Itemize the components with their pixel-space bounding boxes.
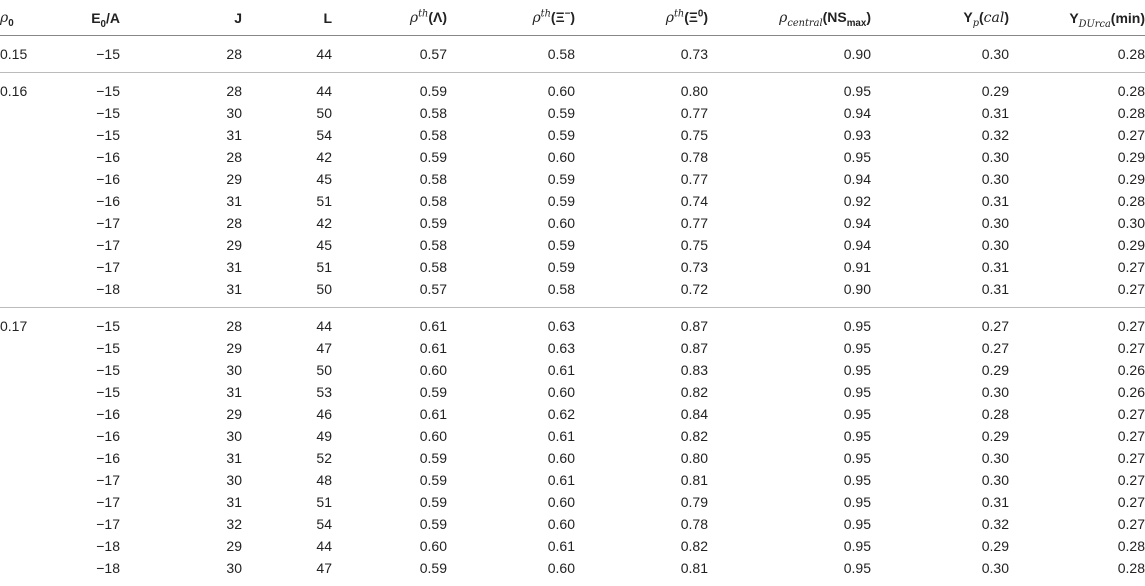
table-cell: 31 xyxy=(140,278,242,308)
table-row xyxy=(0,146,1145,168)
table-row xyxy=(0,36,1145,73)
table-cell: 0.27 xyxy=(1009,308,1145,338)
table-cell: 46 xyxy=(242,403,332,425)
table-cell: 0.91 xyxy=(708,256,871,278)
table-cell: −17 xyxy=(62,491,140,513)
table-cell: 0.95 xyxy=(708,425,871,447)
table-cell: 0.27 xyxy=(1009,278,1145,308)
table-cell: −17 xyxy=(62,212,140,234)
header-row xyxy=(0,0,1145,36)
table-cell: 30 xyxy=(140,425,242,447)
table-cell: 0.58 xyxy=(332,234,447,256)
table-cell: 0.87 xyxy=(575,337,708,359)
table-cell: 0.75 xyxy=(575,124,708,146)
table-cell: 0.60 xyxy=(447,73,575,103)
cell-rho0 xyxy=(0,491,62,513)
table-cell: 45 xyxy=(242,234,332,256)
cell-rho0 xyxy=(0,425,62,447)
cell-rho0 xyxy=(0,381,62,403)
table-cell: 0.30 xyxy=(871,234,1009,256)
table-cell: 0.87 xyxy=(575,308,708,338)
table-cell: 0.59 xyxy=(332,381,447,403)
table-row xyxy=(0,513,1145,535)
table-row xyxy=(0,469,1145,491)
table-cell: 0.73 xyxy=(575,256,708,278)
table-cell: 0.63 xyxy=(447,337,575,359)
table-cell: 0.27 xyxy=(1009,403,1145,425)
table-cell: 0.82 xyxy=(575,425,708,447)
table-cell: 0.93 xyxy=(708,124,871,146)
table-cell: 28 xyxy=(140,73,242,103)
table-cell: −18 xyxy=(62,535,140,557)
table-cell: 0.30 xyxy=(871,381,1009,403)
table-cell: 0.80 xyxy=(575,73,708,103)
cell-rho0: 0.16 xyxy=(0,73,62,103)
table-cell: 29 xyxy=(140,403,242,425)
table-cell: 50 xyxy=(242,102,332,124)
table-row xyxy=(0,190,1145,212)
table-cell: 0.72 xyxy=(575,278,708,308)
table-cell: 0.58 xyxy=(447,278,575,308)
cell-rho0 xyxy=(0,256,62,278)
table-cell: −16 xyxy=(62,425,140,447)
table-cell: −18 xyxy=(62,557,140,586)
table-cell: 0.61 xyxy=(447,535,575,557)
table-row xyxy=(0,308,1145,338)
table-cell: 51 xyxy=(242,256,332,278)
table-cell: 0.58 xyxy=(332,256,447,278)
table-cell: 0.61 xyxy=(332,308,447,338)
table-cell: 0.59 xyxy=(447,168,575,190)
table-row xyxy=(0,256,1145,278)
table-cell: 0.95 xyxy=(708,513,871,535)
table-cell: 0.29 xyxy=(1009,146,1145,168)
table-cell: 0.78 xyxy=(575,146,708,168)
table-cell: 0.59 xyxy=(447,234,575,256)
table-cell: 0.59 xyxy=(332,557,447,586)
table-cell: 0.27 xyxy=(1009,469,1145,491)
table-row xyxy=(0,124,1145,146)
table-row xyxy=(0,535,1145,557)
header-e0a: $E_0/A$ xyxy=(62,0,140,36)
table-cell: −17 xyxy=(62,469,140,491)
table-cell: 0.60 xyxy=(332,535,447,557)
table-cell: −15 xyxy=(62,124,140,146)
table-cell: 0.29 xyxy=(871,535,1009,557)
table-cell: 0.83 xyxy=(575,359,708,381)
table-row xyxy=(0,212,1145,234)
table-cell: −17 xyxy=(62,513,140,535)
table-cell: 0.95 xyxy=(708,337,871,359)
header-j: J xyxy=(140,0,242,36)
table-cell: 0.61 xyxy=(447,469,575,491)
cell-rho0 xyxy=(0,102,62,124)
table-cell: 0.27 xyxy=(1009,513,1145,535)
table-cell: 48 xyxy=(242,469,332,491)
cell-rho0 xyxy=(0,212,62,234)
table-cell: 0.94 xyxy=(708,212,871,234)
table-cell: 47 xyxy=(242,557,332,586)
table-cell: 0.27 xyxy=(1009,425,1145,447)
table-cell: 0.30 xyxy=(871,447,1009,469)
table-cell: 28 xyxy=(140,36,242,73)
table-cell: 0.58 xyxy=(447,36,575,73)
table-cell: 0.57 xyxy=(332,278,447,308)
table-cell: 0.27 xyxy=(871,337,1009,359)
table-cell: 0.95 xyxy=(708,308,871,338)
table-cell: 0.30 xyxy=(871,146,1009,168)
table-cell: 0.26 xyxy=(1009,359,1145,381)
table-cell: 31 xyxy=(140,190,242,212)
table-cell: 29 xyxy=(140,168,242,190)
table-row xyxy=(0,447,1145,469)
table-cell: 0.95 xyxy=(708,359,871,381)
table-cell: 28 xyxy=(140,146,242,168)
table-cell: 0.31 xyxy=(871,256,1009,278)
table-cell: 0.27 xyxy=(1009,124,1145,146)
table-row xyxy=(0,234,1145,256)
table-cell: 0.63 xyxy=(447,308,575,338)
header-rho-xi-minus: $\rho^{th}(\Xi^-)$ xyxy=(447,0,575,36)
header-rho-xi-zero: $\rho^{th}(\Xi^0)$ xyxy=(575,0,708,36)
table-cell: 28 xyxy=(140,212,242,234)
table-cell: 0.58 xyxy=(332,102,447,124)
table-cell: 0.94 xyxy=(708,234,871,256)
table-cell: 0.75 xyxy=(575,234,708,256)
table-cell: 0.29 xyxy=(1009,168,1145,190)
cell-rho0 xyxy=(0,557,62,586)
table-cell: 54 xyxy=(242,513,332,535)
table-cell: 28 xyxy=(140,308,242,338)
table-cell: −15 xyxy=(62,337,140,359)
table-cell: 0.26 xyxy=(1009,381,1145,403)
table-cell: 0.59 xyxy=(447,124,575,146)
table-cell: 0.28 xyxy=(1009,102,1145,124)
table-cell: 0.59 xyxy=(447,256,575,278)
table-cell: 31 xyxy=(140,124,242,146)
cell-rho0 xyxy=(0,359,62,381)
cell-rho0 xyxy=(0,278,62,308)
table-cell: 0.59 xyxy=(332,212,447,234)
table-cell: 0.61 xyxy=(332,337,447,359)
table-cell: 0.95 xyxy=(708,73,871,103)
header-ydurca: $Y_{DUrca}(\min)$ xyxy=(1009,0,1145,36)
table-cell: 31 xyxy=(140,447,242,469)
table-cell: 0.74 xyxy=(575,190,708,212)
row-group xyxy=(0,308,1145,586)
table-cell: 0.27 xyxy=(1009,256,1145,278)
table-cell: 0.59 xyxy=(447,102,575,124)
table-cell: 0.28 xyxy=(871,403,1009,425)
table-cell: 0.61 xyxy=(332,403,447,425)
table-cell: 0.31 xyxy=(871,190,1009,212)
table-cell: 0.90 xyxy=(708,278,871,308)
table-cell: 50 xyxy=(242,359,332,381)
table-cell: 30 xyxy=(140,359,242,381)
table-cell: 50 xyxy=(242,278,332,308)
table-cell: −16 xyxy=(62,168,140,190)
cell-rho0 xyxy=(0,168,62,190)
table-cell: 0.30 xyxy=(871,557,1009,586)
header-rho0: $\rho_0$ xyxy=(0,0,62,36)
table-cell: 0.60 xyxy=(447,557,575,586)
table-cell: 0.95 xyxy=(708,447,871,469)
header-rho-central: $\rho_{central}(NS_{max})$ xyxy=(708,0,871,36)
table-cell: 0.30 xyxy=(871,469,1009,491)
cell-rho0: 0.15 xyxy=(0,36,62,73)
table-cell: 0.59 xyxy=(332,491,447,513)
table-cell: 29 xyxy=(140,337,242,359)
table-cell: 0.84 xyxy=(575,403,708,425)
table-cell: 31 xyxy=(140,381,242,403)
table-cell: 54 xyxy=(242,124,332,146)
table-cell: 0.92 xyxy=(708,190,871,212)
table-cell: 0.59 xyxy=(332,513,447,535)
table-cell: 31 xyxy=(140,491,242,513)
table-cell: 0.32 xyxy=(871,513,1009,535)
table-cell: 0.77 xyxy=(575,212,708,234)
table-cell: 0.78 xyxy=(575,513,708,535)
table-cell: −17 xyxy=(62,234,140,256)
table-cell: −15 xyxy=(62,102,140,124)
table-cell: −16 xyxy=(62,403,140,425)
table-cell: 0.58 xyxy=(332,124,447,146)
table-cell: 0.60 xyxy=(447,491,575,513)
cell-rho0 xyxy=(0,337,62,359)
table-cell: 0.58 xyxy=(332,168,447,190)
table-cell: −15 xyxy=(62,36,140,73)
table-row xyxy=(0,102,1145,124)
table-cell: 30 xyxy=(140,557,242,586)
table-cell: 0.28 xyxy=(1009,535,1145,557)
table-cell: 0.29 xyxy=(871,359,1009,381)
table-cell: 44 xyxy=(242,73,332,103)
table-cell: −16 xyxy=(62,447,140,469)
table-cell: 0.30 xyxy=(871,36,1009,73)
table-cell: 0.59 xyxy=(332,469,447,491)
table-cell: 49 xyxy=(242,425,332,447)
table-cell: 0.32 xyxy=(871,124,1009,146)
header-l: L xyxy=(242,0,332,36)
table-cell: 31 xyxy=(140,256,242,278)
table-cell: 42 xyxy=(242,212,332,234)
table-cell: 0.60 xyxy=(447,212,575,234)
table-cell: 0.29 xyxy=(871,425,1009,447)
table-cell: 0.82 xyxy=(575,535,708,557)
table-cell: 0.94 xyxy=(708,102,871,124)
table-cell: −16 xyxy=(62,146,140,168)
cell-rho0 xyxy=(0,469,62,491)
table-cell: 0.60 xyxy=(332,425,447,447)
table-cell: 0.58 xyxy=(332,190,447,212)
table-cell: 44 xyxy=(242,308,332,338)
table-cell: 0.28 xyxy=(1009,557,1145,586)
table-cell: 0.60 xyxy=(447,146,575,168)
header-yp: $Y_p(cal)$ xyxy=(871,0,1009,36)
table-cell: 0.60 xyxy=(447,381,575,403)
table-cell: 0.59 xyxy=(332,447,447,469)
table-cell: 0.31 xyxy=(871,102,1009,124)
table-cell: 45 xyxy=(242,168,332,190)
table-cell: 0.27 xyxy=(1009,337,1145,359)
table-cell: 0.30 xyxy=(871,168,1009,190)
table-cell: 29 xyxy=(140,535,242,557)
table-cell: 0.95 xyxy=(708,535,871,557)
table-cell: 0.59 xyxy=(332,73,447,103)
table-cell: 44 xyxy=(242,36,332,73)
table-cell: 0.31 xyxy=(871,278,1009,308)
table-cell: 0.81 xyxy=(575,557,708,586)
cell-rho0 xyxy=(0,513,62,535)
table-cell: 0.95 xyxy=(708,146,871,168)
row-group xyxy=(0,36,1145,73)
cell-rho0 xyxy=(0,535,62,557)
table-cell: 0.90 xyxy=(708,36,871,73)
table-cell: 32 xyxy=(140,513,242,535)
table-cell: 52 xyxy=(242,447,332,469)
table-cell: −15 xyxy=(62,73,140,103)
table-cell: 44 xyxy=(242,535,332,557)
table-cell: 0.30 xyxy=(871,212,1009,234)
table-cell: −17 xyxy=(62,256,140,278)
table-cell: −15 xyxy=(62,359,140,381)
table-cell: 0.60 xyxy=(447,447,575,469)
table-cell: 0.95 xyxy=(708,491,871,513)
table-cell: 0.27 xyxy=(1009,447,1145,469)
table-cell: 0.81 xyxy=(575,469,708,491)
table-cell: 42 xyxy=(242,146,332,168)
table-cell: 51 xyxy=(242,491,332,513)
table-cell: 30 xyxy=(140,469,242,491)
table-cell: −15 xyxy=(62,381,140,403)
cell-rho0 xyxy=(0,234,62,256)
table-cell: 0.31 xyxy=(871,491,1009,513)
table-cell: −15 xyxy=(62,308,140,338)
table-cell: 0.73 xyxy=(575,36,708,73)
table-cell: −16 xyxy=(62,190,140,212)
table-cell: 30 xyxy=(140,102,242,124)
table-row xyxy=(0,491,1145,513)
table-row xyxy=(0,425,1145,447)
row-group xyxy=(0,73,1145,308)
table-cell: 0.95 xyxy=(708,381,871,403)
table-cell: 0.62 xyxy=(447,403,575,425)
table-cell: 0.77 xyxy=(575,168,708,190)
table-cell: 0.60 xyxy=(447,513,575,535)
table-cell: 29 xyxy=(140,234,242,256)
table-cell: 51 xyxy=(242,190,332,212)
table-cell: 47 xyxy=(242,337,332,359)
cell-rho0: 0.17 xyxy=(0,308,62,338)
cell-rho0 xyxy=(0,124,62,146)
table-cell: 0.27 xyxy=(1009,491,1145,513)
table-cell: 0.82 xyxy=(575,381,708,403)
table-cell: 0.29 xyxy=(1009,234,1145,256)
table-row xyxy=(0,557,1145,586)
table-cell: −18 xyxy=(62,278,140,308)
table-cell: 0.57 xyxy=(332,36,447,73)
table-cell: 0.28 xyxy=(1009,190,1145,212)
table-cell: 0.95 xyxy=(708,557,871,586)
cell-rho0 xyxy=(0,190,62,212)
table-row xyxy=(0,403,1145,425)
table-cell: 0.29 xyxy=(871,73,1009,103)
table-cell: 0.77 xyxy=(575,102,708,124)
table-row xyxy=(0,337,1145,359)
header-rho-lambda: $\rho^{th}(\Lambda)$ xyxy=(332,0,447,36)
table-cell: 0.94 xyxy=(708,168,871,190)
table-cell: 0.80 xyxy=(575,447,708,469)
table-cell: 0.27 xyxy=(871,308,1009,338)
table-cell: 0.59 xyxy=(332,146,447,168)
table-row xyxy=(0,278,1145,308)
cell-rho0 xyxy=(0,146,62,168)
cell-rho0 xyxy=(0,447,62,469)
table-cell: 0.30 xyxy=(1009,212,1145,234)
table-cell: 0.95 xyxy=(708,469,871,491)
table-cell: 0.61 xyxy=(447,425,575,447)
table-row xyxy=(0,168,1145,190)
table-cell: 0.28 xyxy=(1009,36,1145,73)
table-cell: 0.59 xyxy=(447,190,575,212)
table-cell: 0.79 xyxy=(575,491,708,513)
table-cell: 0.61 xyxy=(447,359,575,381)
table-cell: 53 xyxy=(242,381,332,403)
table-cell: 0.28 xyxy=(1009,73,1145,103)
table-row xyxy=(0,359,1145,381)
cell-rho0 xyxy=(0,403,62,425)
table-cell: 0.60 xyxy=(332,359,447,381)
table-row xyxy=(0,381,1145,403)
table-cell: 0.95 xyxy=(708,403,871,425)
table-row xyxy=(0,73,1145,103)
